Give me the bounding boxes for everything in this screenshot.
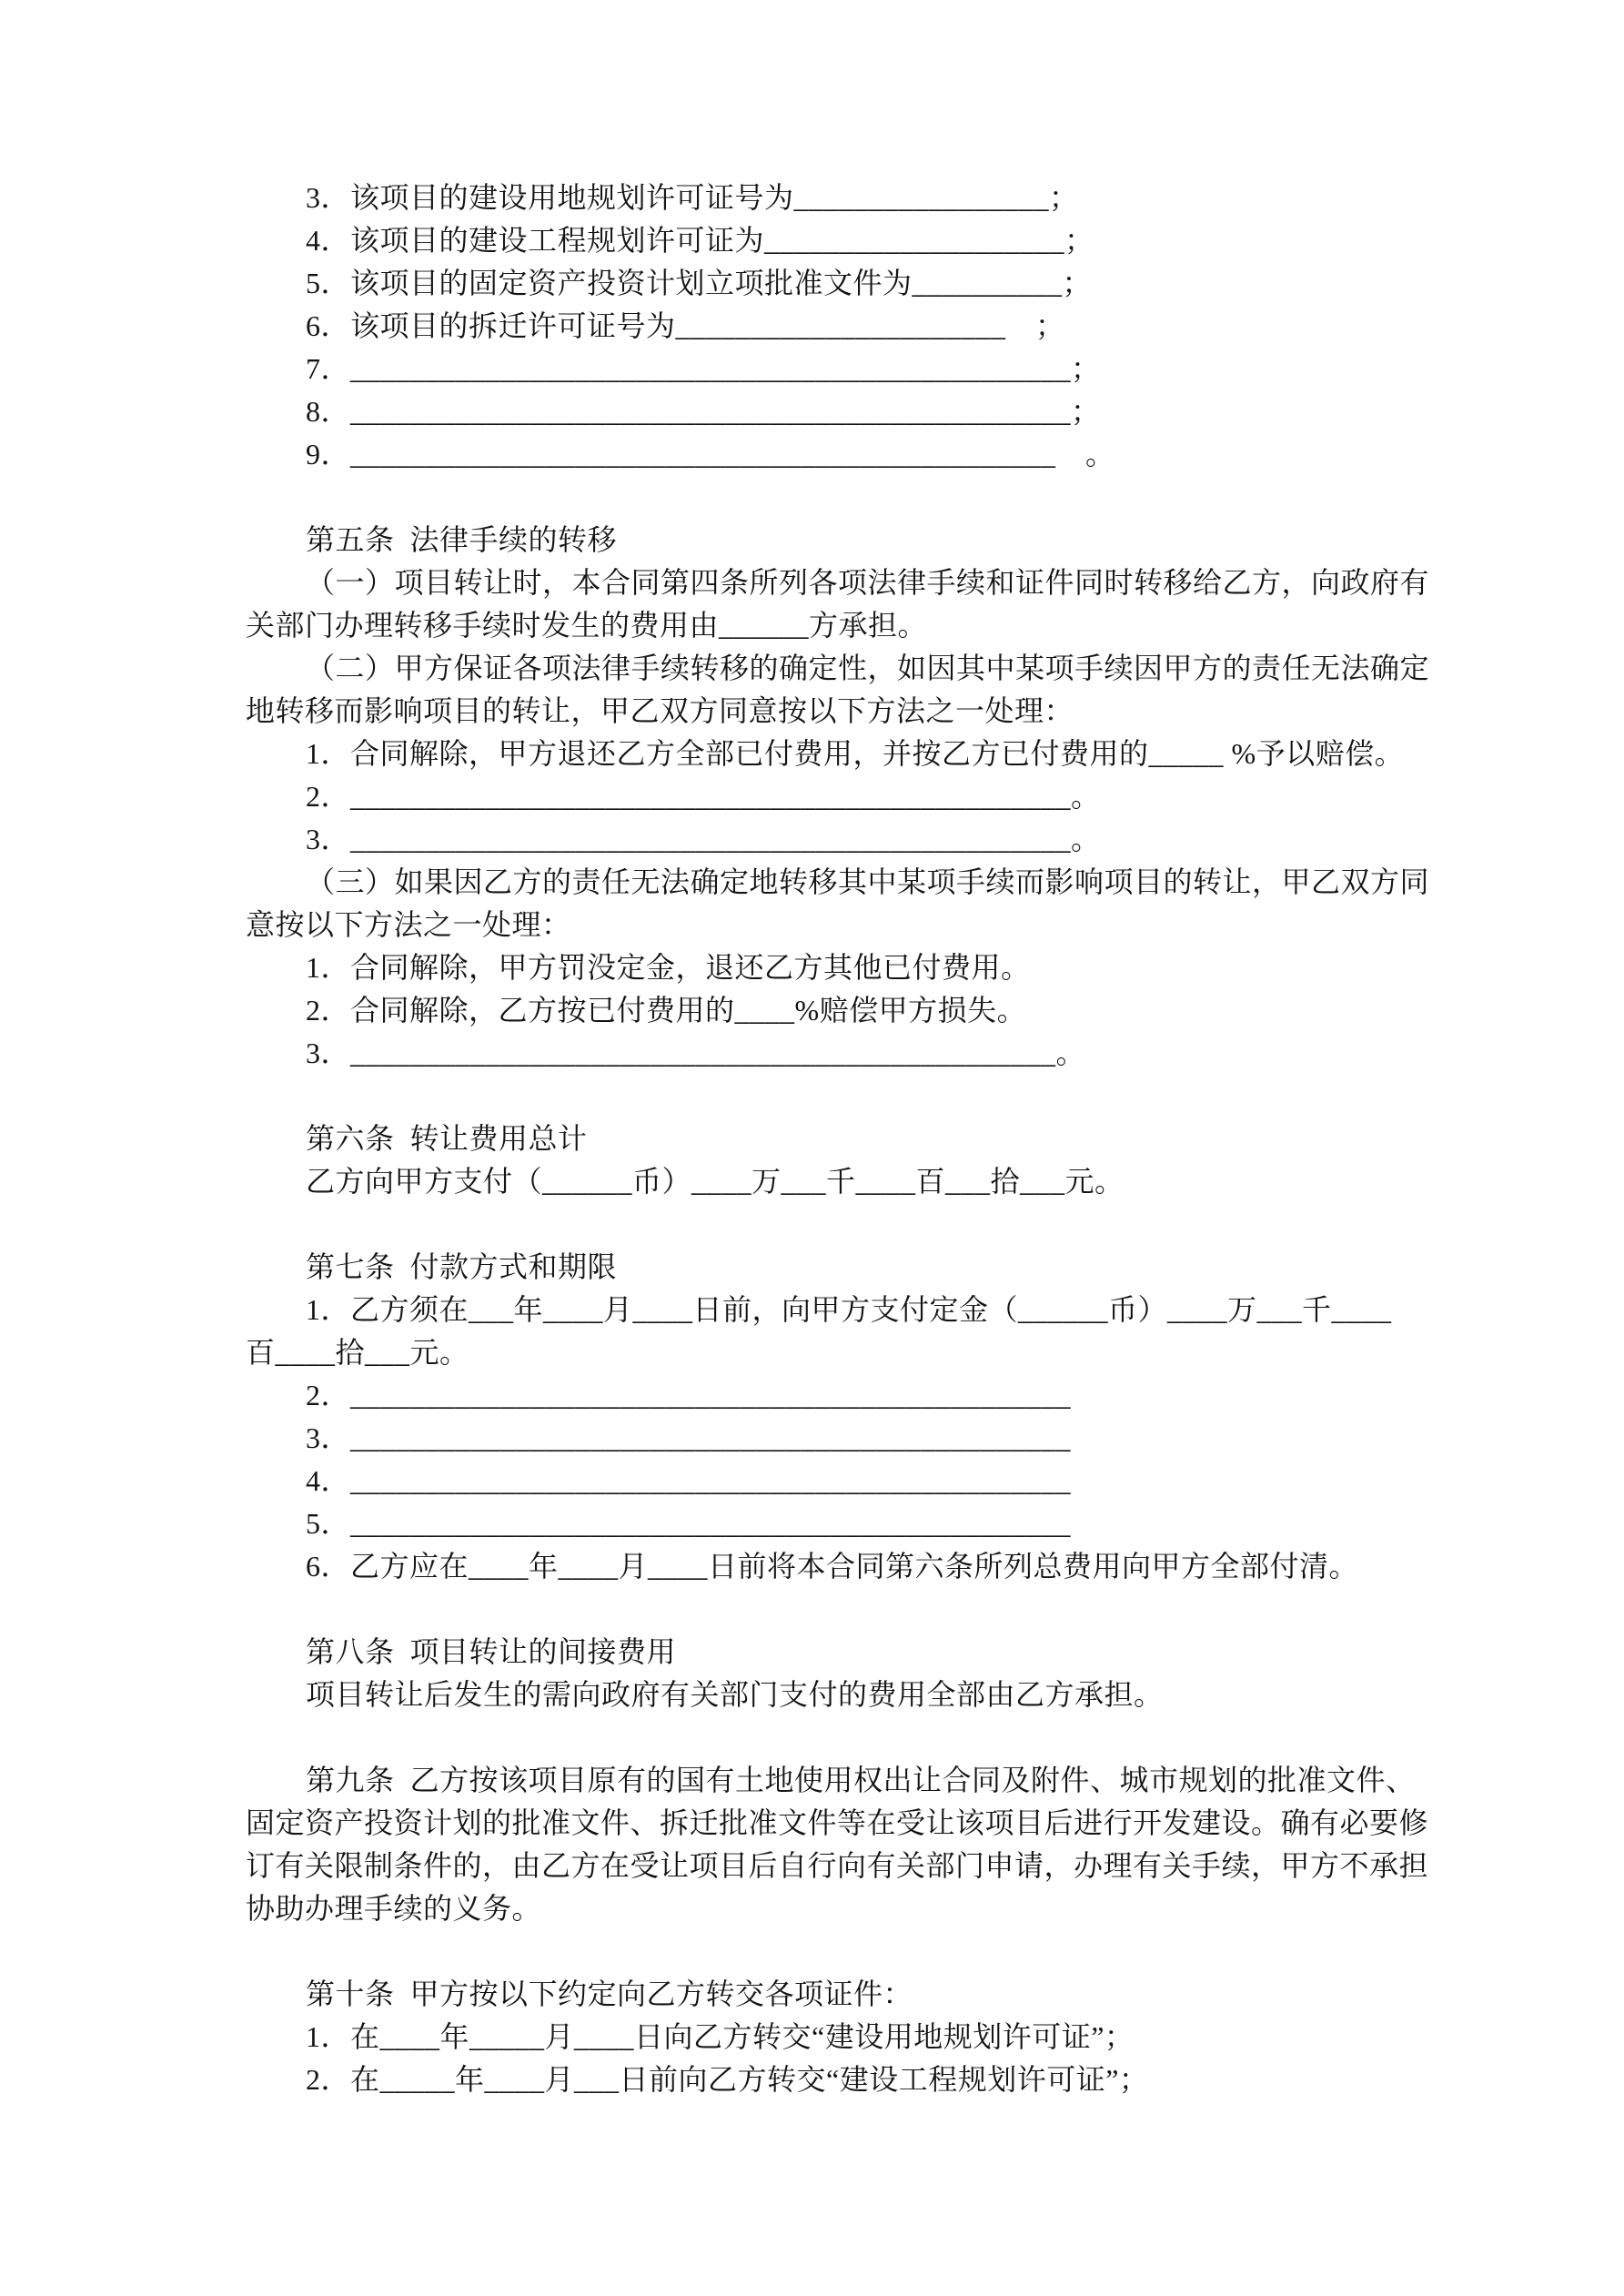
document-line: 第七条 付款方式和期限 — [306, 1250, 618, 1283]
document-line: 1．乙方须在___年____月____日前，向甲方支付定金（______币）____万___千____ — [306, 1293, 1392, 1326]
document-line: （二）甲方保证各项法律手续转移的确定性，如因其中某项手续因甲方的责任无法确定 — [306, 652, 1430, 684]
document-line: 4．该项目的建设工程规划许可证为____________________； — [306, 224, 1094, 257]
document-line: 8．________________________________________________； — [306, 395, 1101, 428]
document-line: 百____拾___元。 — [246, 1336, 469, 1369]
blank-line — [246, 1588, 1624, 1631]
document-line: 6．该项目的拆迁许可证号为______________________ ； — [306, 309, 1065, 342]
blank-line — [246, 476, 1624, 519]
document-line: 9．_______________________________________________ 。 — [306, 438, 1115, 470]
blank-line — [246, 1716, 1624, 1759]
document-line: 3．_______________________________________________。 — [306, 1037, 1086, 1069]
blank-line — [246, 1203, 1624, 1246]
document-line: 2．在_____年____月___日前向乙方转交“建设工程规划许可证”； — [306, 2063, 1149, 2096]
document-line: （三）如果因乙方的责任无法确定地转移其中某项手续而影响项目的转让，甲乙双方同 — [306, 865, 1430, 898]
document-line: 第五条 法律手续的转移 — [306, 523, 618, 556]
document-line: 1．合同解除，甲方罚没定金，退还乙方其他已付费用。 — [306, 951, 1031, 984]
document-line: 乙方向甲方支付（______币）____万___千____百___拾___元。 — [306, 1165, 1125, 1198]
document-line: （一）项目转让时，本合同第四条所列各项法律手续和证件同时转移给乙方，向政府有 — [306, 566, 1430, 599]
document-line: 5．________________________________________________ — [306, 1507, 1072, 1540]
document-line: 第八条 项目转让的间接费用 — [306, 1635, 677, 1668]
document-line: 固定资产投资计划的批准文件、拆迁批准文件等在受让该项目后进行开发建设。确有必要修 — [246, 1806, 1429, 1839]
document-line: 3．________________________________________________ — [306, 1421, 1072, 1454]
document-line: 3．该项目的建设用地规划许可证号为_________________； — [306, 181, 1079, 214]
document-line: 第六条 转让费用总计 — [306, 1122, 588, 1155]
document-line: 5．该项目的固定资产投资计划立项批准文件为__________； — [306, 267, 1093, 299]
document-line: 1．在____年_____月____日向乙方转交“建设用地规划许可证”； — [306, 2020, 1135, 2053]
blank-line — [246, 1930, 1624, 1973]
document-line: 1．合同解除，甲方退还乙方全部已付费用，并按乙方已付费用的_____ %予以赔偿。 — [306, 737, 1405, 770]
document-line: 2．________________________________________________。 — [306, 780, 1101, 813]
document-line: 关部门办理转移手续时发生的费用由______方承担。 — [246, 609, 928, 642]
document-line: 第九条 乙方按该项目原有的国有土地使用权出让合同及附件、城市规划的批准文件、 — [306, 1764, 1416, 1796]
document-line: 2．合同解除，乙方按已付费用的____%赔偿甲方损失。 — [306, 994, 1027, 1027]
document-line: 订有关限制条件的，由乙方在受让项目后自行向有关部门申请，办理有关手续，甲方不承担 — [246, 1849, 1429, 1882]
document-line: 3．________________________________________________。 — [306, 823, 1101, 855]
document-line: 协助办理手续的义务。 — [246, 1892, 542, 1925]
document-line: 第十条 甲方按以下约定向乙方转交各项证件： — [306, 1977, 913, 2010]
document-line: 4．________________________________________________ — [306, 1464, 1072, 1497]
document-line: 7．________________________________________________； — [306, 352, 1101, 385]
blank-line — [246, 1075, 1624, 1118]
document-line: 项目转让后发生的需向政府有关部门支付的费用全部由乙方承担。 — [306, 1678, 1164, 1711]
document-line: 6．乙方应在____年____月____日前将本合同第六条所列总费用向甲方全部付清。 — [306, 1550, 1359, 1583]
document-line: 地转移而影响项目的转让，甲乙双方同意按以下方法之一处理： — [246, 694, 1074, 727]
document-line: 2．________________________________________________ — [306, 1379, 1072, 1411]
document-line: 意按以下方法之一处理： — [246, 908, 571, 941]
